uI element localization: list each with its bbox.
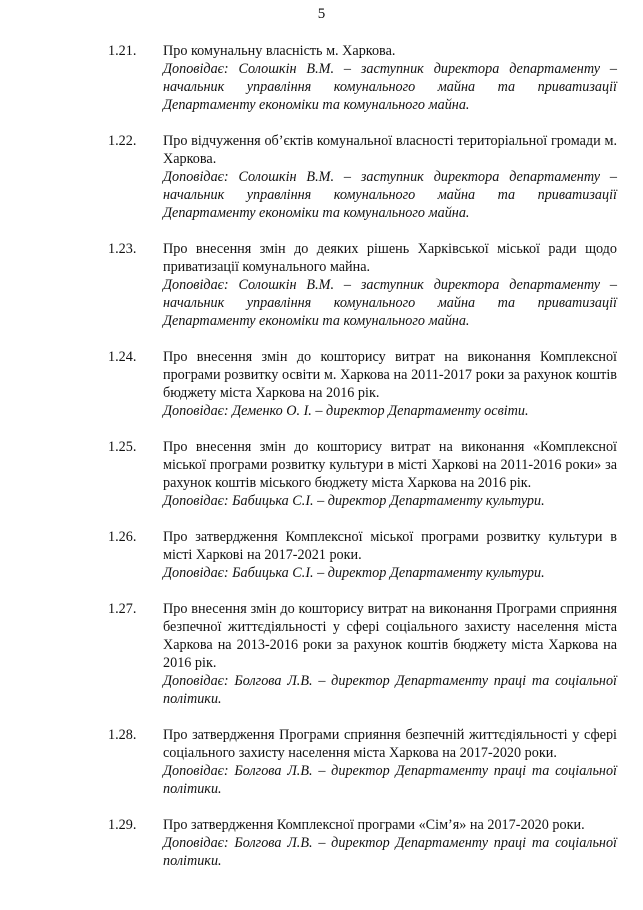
- item-title: Про внесення змін до кошторису витрат на виконання Комплексної програми розвитку освіти м. Харкова на 2011-2017 роки за рахунок коштів бюджету міста Харкова на 2016 рік.: [163, 349, 617, 401]
- speaker-text: Бабицька С.І. – директор Департаменту культури.: [232, 565, 545, 581]
- speaker-label: Доповідає:: [163, 61, 229, 77]
- item-number: 1.27.: [108, 601, 137, 617]
- speaker-label: Доповідає:: [163, 169, 229, 185]
- item-number: 1.21.: [108, 43, 137, 59]
- agenda-item: [0, 348, 643, 420]
- item-title: Про затвердження Програми сприяння безпечній життєдіяльності у сфері соціального захисту населення міста Харкова на 2017-2020 роки.: [163, 727, 617, 761]
- speaker-label: Доповідає:: [163, 673, 229, 689]
- speaker-text: Солошкін В.М. – заступник директора департаменту – начальник управління комунального майна та приватизації Департаменту економіки та комунального майна.: [163, 277, 617, 329]
- speaker-text: Солошкін В.М. – заступник директора департаменту – начальник управління комунального майна та приватизації Департаменту економіки та комунального майна.: [163, 61, 617, 113]
- item-title: Про затвердження Комплексної міської програми розвитку культури в місті Харкові на 2017-2021 роки.: [163, 529, 617, 563]
- item-title: Про внесення змін до деяких рішень Харківської міської ради щодо приватизації комунального майна.: [163, 241, 617, 275]
- agenda-item: [0, 240, 643, 330]
- speaker-text: Солошкін В.М. – заступник директора департаменту – начальник управління комунального майна та приватизації Департаменту економіки та комунального майна.: [163, 169, 617, 221]
- speaker-text: Болгова Л.В. – директор Департаменту праці та соціальної політики.: [163, 763, 617, 797]
- item-number: 1.23.: [108, 241, 137, 257]
- item-speaker: [163, 762, 617, 798]
- item-speaker: [163, 672, 617, 708]
- speaker-label: Доповідає:: [163, 493, 229, 509]
- agenda-item: [0, 726, 643, 798]
- item-speaker: [163, 834, 617, 870]
- speaker-text: Бабицька С.І. – директор Департаменту культури.: [232, 493, 545, 509]
- agenda-item: [0, 816, 643, 870]
- agenda-item: [0, 438, 643, 510]
- item-number: 1.25.: [108, 439, 137, 455]
- item-number: 1.26.: [108, 529, 137, 545]
- item-title: Про затвердження Комплексної програми «Сім’я» на 2017-2020 роки.: [163, 817, 585, 833]
- item-number: 1.22.: [108, 133, 137, 149]
- item-title: Про відчуження об’єктів комунальної власності територіальної громади м. Харкова.: [163, 133, 617, 167]
- speaker-label: Доповідає:: [163, 565, 229, 581]
- agenda-list: [0, 42, 643, 888]
- item-speaker: [163, 492, 617, 510]
- item-speaker: [163, 402, 617, 420]
- agenda-item: [0, 42, 643, 114]
- item-title: Про комунальну власність м. Харкова.: [163, 43, 396, 59]
- speaker-label: Доповідає:: [163, 763, 229, 779]
- item-speaker: [163, 60, 617, 114]
- item-title: Про внесення змін до кошторису витрат на виконання Програми сприяння безпечної життєдіяльності у сфері соціального захисту населення міста Харкова на 2013-2016 роки за рахунок коштів бюджету міста Харкова на 2016 рік.: [163, 601, 617, 671]
- speaker-text: Болгова Л.В. – директор Департаменту праці та соціальної політики.: [163, 835, 617, 869]
- item-speaker: [163, 168, 617, 222]
- item-number: 1.24.: [108, 349, 137, 365]
- speaker-text: Болгова Л.В. – директор Департаменту праці та соціальної політики.: [163, 673, 617, 707]
- item-title: Про внесення змін до кошторису витрат на виконання «Комплексної міської програми розвитку культури в місті Харкові на 2011-2016 роки» за рахунок коштів міського бюджету міста Харкова на 2016 рік.: [163, 439, 617, 491]
- agenda-item: [0, 528, 643, 582]
- agenda-item: [0, 600, 643, 708]
- item-number: 1.29.: [108, 817, 137, 833]
- speaker-label: Доповідає:: [163, 835, 229, 851]
- agenda-item: [0, 132, 643, 222]
- speaker-label: Доповідає:: [163, 403, 229, 419]
- item-speaker: [163, 564, 617, 582]
- speaker-label: Доповідає:: [163, 277, 229, 293]
- page-number: 5: [317, 6, 326, 22]
- item-number: 1.28.: [108, 727, 137, 743]
- item-speaker: [163, 276, 617, 330]
- speaker-text: Деменко О. І. – директор Департаменту освіти.: [232, 403, 529, 419]
